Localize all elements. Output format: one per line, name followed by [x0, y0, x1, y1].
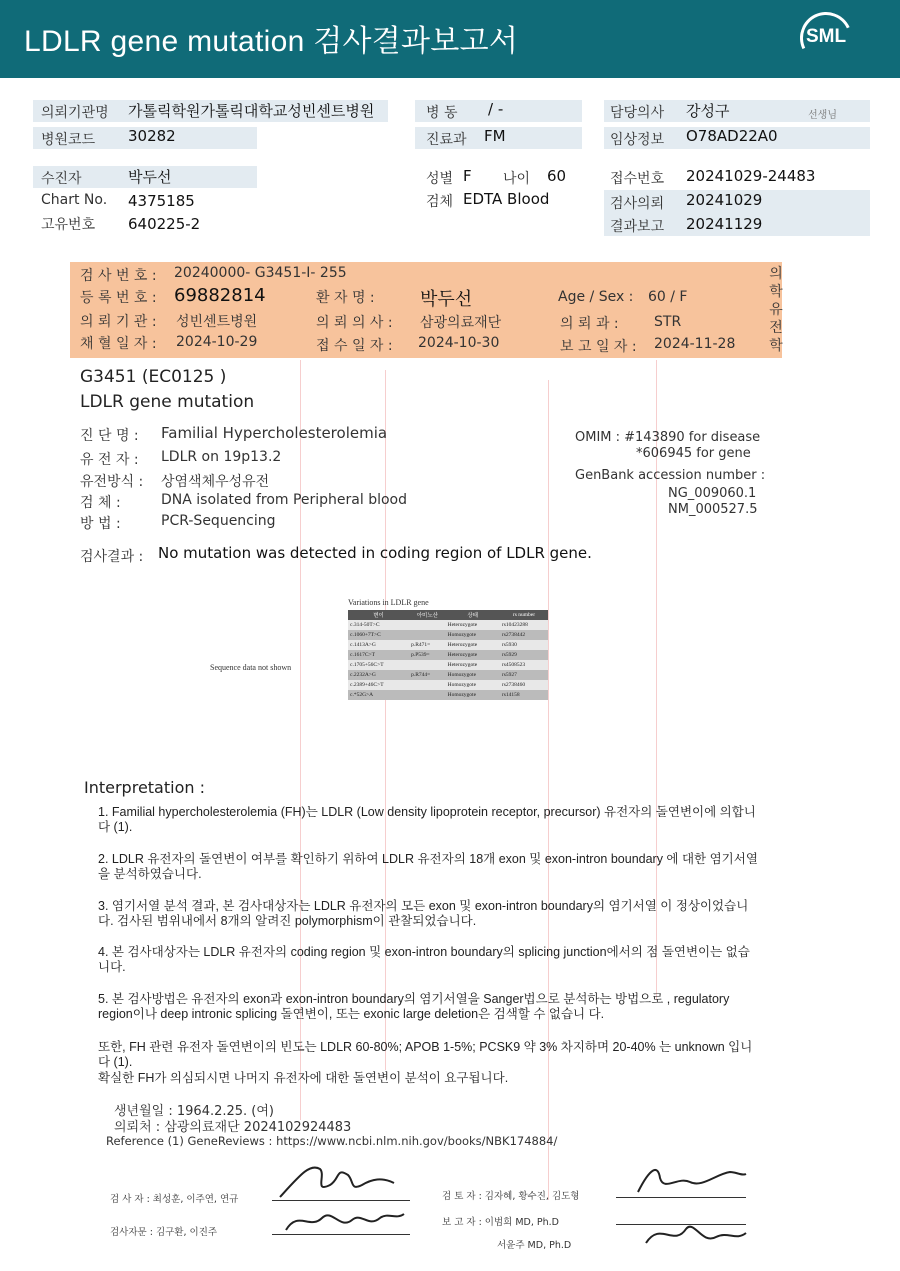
specimen-label: 검체: [426, 194, 454, 210]
birth-date: 생년월일 : 1964.2.25. (여): [114, 1104, 275, 1119]
cell: rs10423288: [500, 620, 548, 630]
cell: rs2738442: [500, 630, 548, 640]
chart-label: Chart No.: [41, 192, 108, 208]
cell: Homozygote: [446, 670, 500, 680]
interpretation-p5b: 또한, FH 관련 유전자 돌연변이의 빈도는 LDLR 60-80%; APOB 1-5%; PCSK9 약 3% 차지하며 20-40% 는 unknown 입니다 (1).: [98, 1040, 753, 1069]
omim-disease: OMIM : #143890 for disease: [575, 430, 761, 445]
cell: Homozygote: [446, 680, 500, 690]
interpretation-p5a: 5. 본 검사방법은 유전자의 exon과 exon-intron boundary의 염기서열을 Sanger법으로 분석하는 방법으로 , regulatory region이나 deep intronic splicing 돌연변이, 또는 exonic large deletion은 검색할 수 없습니 다.: [98, 992, 730, 1021]
interpretation-p5c: 확실한 FH가 의심되시면 나머지 유전자에 대한 돌연변이 분석이 요구됩니다.: [98, 1071, 509, 1085]
table-row: [348, 640, 548, 650]
cell: c.1617C>T: [348, 650, 409, 660]
request-value: 20241029: [686, 191, 763, 209]
variations-table-wrap: [348, 610, 548, 700]
ward-label: 병 동: [426, 105, 458, 121]
cell: rs5930: [500, 640, 548, 650]
reporter: 보 고 자 : 이범희 MD, Ph.D: [442, 1217, 559, 1228]
reporter-signature-icon: [640, 1215, 750, 1251]
report-date-value: 2024-11-28: [654, 336, 736, 352]
table-row: [348, 650, 548, 660]
col-header: 아미노산: [409, 610, 446, 620]
dept-value: FM: [484, 127, 506, 145]
sml-logo: [800, 12, 852, 64]
cell: rs14158: [500, 690, 548, 700]
test-no-label: 검 사 번 호 :: [80, 268, 157, 284]
draw-date-value: 2024-10-29: [176, 334, 258, 350]
requesting-doctor-label: 의 뢰 의 사 :: [316, 315, 393, 331]
age-value: 60: [547, 167, 567, 185]
report-header: [0, 0, 900, 78]
cell: rs4508523: [500, 660, 548, 670]
cell: p.R471=: [409, 640, 446, 650]
result-value: No mutation was detected in coding region of LDLR gene.: [158, 544, 592, 562]
id-label: 고유번호: [41, 217, 96, 233]
age-label: 나이: [503, 171, 531, 187]
examiner: 검사자문 : 김구환, 이진주: [110, 1227, 218, 1238]
cell: p.P539=: [409, 650, 446, 660]
table-row: [348, 680, 548, 690]
cell: c.*52G>A: [348, 690, 409, 700]
code-label: 병원코드: [41, 132, 96, 148]
ward-value: / -: [488, 100, 504, 118]
method-value: PCR-Sequencing: [161, 513, 276, 529]
requesting-dept-value: STR: [654, 314, 682, 330]
chart-value: 4375185: [128, 192, 195, 210]
col-header: 상태: [446, 610, 500, 620]
cell: Heterozygote: [446, 640, 500, 650]
sex-value: F: [463, 167, 472, 185]
table-row: [348, 670, 548, 680]
cell: Heterozygote: [446, 620, 500, 630]
inheritance-value: 상염색체우성유전: [161, 474, 270, 490]
receipt-label: 접수번호: [610, 171, 665, 187]
cell: [409, 630, 446, 640]
receive-date-value: 2024-10-30: [418, 335, 500, 351]
specimen-label-scan: 검 체 :: [80, 495, 121, 511]
patient-value: 박두선: [128, 168, 172, 186]
side-char: 학: [769, 284, 783, 300]
genbank-ng: NG_009060.1: [668, 486, 757, 501]
method-label: 방 법 :: [80, 516, 121, 532]
diagnosis-label: 진 단 명 :: [80, 428, 139, 444]
col-header: rs number: [500, 610, 548, 620]
cell: p.R744=: [409, 670, 446, 680]
interpretation-p2: 2. LDLR 유전자의 돌연변이 여부를 확인하기 위하여 LDLR 유전자의 18개 exon 및 exon-intron boundary 에 대한 염기서열을 분석하였습니다.: [98, 852, 758, 881]
table-row: [348, 660, 548, 670]
genbank-label: GenBank accession number :: [575, 468, 766, 483]
cell: c.1705+56C>T: [348, 660, 409, 670]
sex-label: 성별: [426, 171, 454, 187]
clinical-label: 임상정보: [610, 132, 665, 148]
table-row: [348, 620, 548, 630]
table-row: [348, 630, 548, 640]
interpretation-p4: 4. 본 검사대상자는 LDLR 유전자의 coding region 및 exon-intron boundary의 splicing junction에서의 점 돌연변이는 없습니다.: [98, 945, 750, 974]
side-char: 학: [769, 338, 783, 354]
cell: [409, 690, 446, 700]
institution-label: 의 뢰 기 관 :: [80, 314, 157, 330]
cell: Heterozygote: [446, 660, 500, 670]
diagnosis-value: Familial Hypercholesterolemia: [161, 424, 388, 442]
code-value: 30282: [128, 127, 176, 145]
cell: [409, 660, 446, 670]
result-date-label: 결과보고: [610, 219, 665, 235]
cell: c.1413A>G: [348, 640, 409, 650]
cell: c.1060+7T>C: [348, 630, 409, 640]
draw-date-label: 채 혈 일 자 :: [80, 336, 157, 352]
side-vertical-text: [766, 262, 786, 358]
patient-name-label: 환 자 명 :: [316, 290, 375, 306]
side-char: 의: [769, 266, 783, 282]
patient-name-value: 박두선: [420, 289, 473, 310]
receipt-value: 20241029-24483: [686, 167, 816, 185]
test-no-value: 20240000- G3451-I- 255: [174, 265, 347, 281]
side-char: 전: [769, 320, 783, 336]
side-char: 유: [769, 302, 783, 318]
reference: Reference (1) GeneReviews : https://www.ncbi.nlm.nih.gov/books/NBK174884/: [106, 1134, 558, 1148]
requesting-dept-label: 의 뢰 과 :: [560, 316, 619, 332]
cell: c.2232A>G: [348, 670, 409, 680]
report-date-label: 보 고 일 자 :: [560, 339, 637, 355]
interpretation-p3: 3. 염기서열 분석 결과, 본 검사대상자는 LDLR 유전자의 모든 exon 및 exon-intron boundary의 염기서열 이 정상이었습니다. 검사된 범위내에서 8개의 알려진 polymorphism이 관찰되었습니다.: [98, 899, 749, 928]
hospital-value: 가톨릭학원가톨릭대학교성빈센트병원: [128, 102, 375, 120]
doctor-value: 강성구: [686, 102, 730, 120]
variations-table: [348, 610, 548, 700]
gene-value: LDLR on 19p13.2: [161, 449, 282, 465]
omim-gene: *606945 for gene: [636, 446, 751, 461]
cell: [409, 620, 446, 630]
doctor-label: 담당의사: [610, 105, 665, 121]
result-label: 검사결과 :: [80, 549, 144, 565]
interpretation-title: Interpretation :: [84, 778, 205, 797]
cell: rs2738460: [500, 680, 548, 690]
logo-text: SML: [805, 26, 847, 47]
interpretation-p1: 1. Familial hypercholesterolemia (FH)는 LDLR (Low density lipoprotein receptor, precursor) 유전자의 돌연변이에 의합니다 (1).: [98, 805, 756, 834]
result-date-value: 20241129: [686, 215, 763, 233]
requesting-doctor-value: 삼광의료재단: [420, 315, 502, 331]
test-name: LDLR gene mutation: [80, 392, 255, 412]
tester-signature-icon: [270, 1155, 410, 1205]
cell: c.314-50T>C: [348, 620, 409, 630]
cell: [409, 680, 446, 690]
institution-value: 성빈센트병원: [176, 314, 258, 330]
agesex-label: Age / Sex :: [558, 289, 634, 305]
cell: c.2389+46C>T: [348, 680, 409, 690]
cell: rs5929: [500, 650, 548, 660]
reviewer-signature-icon: [630, 1158, 750, 1198]
table-row: [348, 690, 548, 700]
gene-label: 유 전 자 :: [80, 452, 139, 468]
test-code: G3451 (EC0125 ): [80, 367, 227, 387]
specimen-value-scan: DNA isolated from Peripheral blood: [161, 492, 408, 508]
clinical-value: O78AD22A0: [686, 127, 778, 145]
cell: Homozygote: [446, 690, 500, 700]
doctor-suffix: 선생님: [808, 110, 837, 121]
request-label: 검사의뢰: [610, 196, 665, 212]
patient-label: 수진자: [41, 171, 82, 187]
cell: Heterozygote: [446, 650, 500, 660]
report-title: LDLR gene mutation 검사결과보고서: [24, 25, 519, 58]
reg-no-value: 69882814: [174, 285, 266, 306]
referrer: 의뢰처 : 삼광의료재단 2024102924483: [114, 1120, 352, 1135]
cell: rs5927: [500, 670, 548, 680]
dept-label: 진료과: [426, 132, 467, 148]
agesex-value: 60 / F: [648, 289, 688, 305]
receive-date-label: 접 수 일 자 :: [316, 338, 393, 354]
variations-caption: Variations in LDLR gene: [348, 598, 429, 607]
cell: Homozygote: [446, 630, 500, 640]
reg-no-label: 등 록 번 호 :: [80, 290, 157, 306]
id-value: 640225-2: [128, 215, 201, 233]
examiner-signature-icon: [280, 1200, 410, 1240]
sequence-note: Sequence data not shown: [210, 663, 292, 672]
inheritance-label: 유전방식 :: [80, 474, 144, 490]
hospital-label: 의뢰기관명: [41, 105, 109, 121]
reporter-2: 서윤주 MD, Ph.D: [497, 1240, 572, 1251]
genbank-nm: NM_000527.5: [668, 502, 758, 517]
reviewer: 검 토 자 : 김자혜, 황수진, 김도형: [442, 1191, 580, 1202]
specimen-value: EDTA Blood: [463, 190, 550, 208]
tester: 검 사 자 : 최성훈, 이주연, 연규: [110, 1194, 239, 1205]
col-header: 변이: [348, 610, 409, 620]
